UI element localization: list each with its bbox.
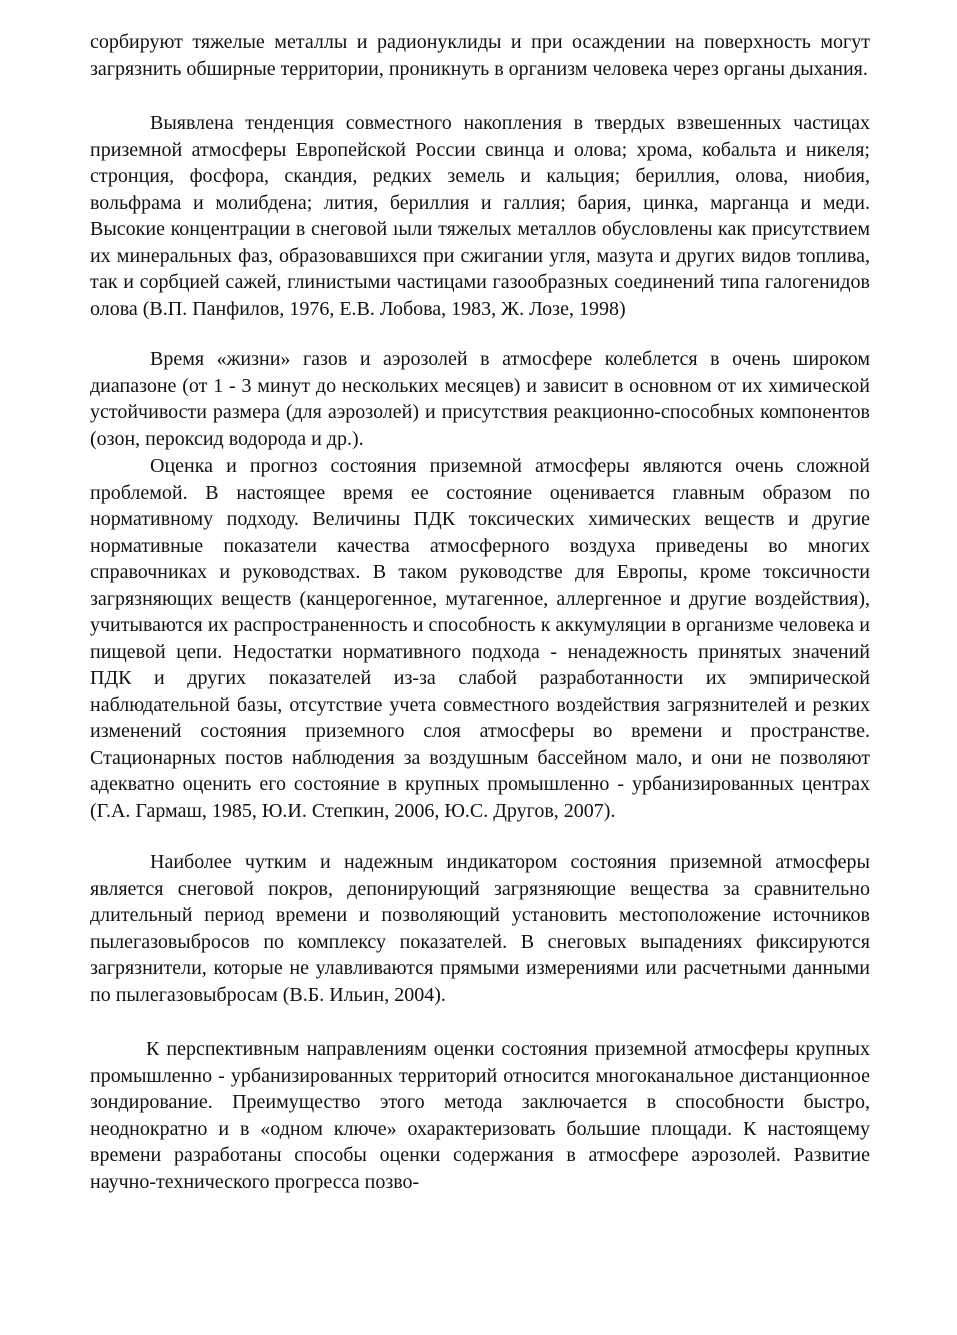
paragraph-text: Оценка и прогноз состояния приземной атмосферы являются очень сложной проблемой. В настоящее время ее состояние оценивается главным образом по нормативному подходу. Величины ПДК токсических химических веществ и другие нормативные показатели качества атмосферного воздуха приведены во многих справочниках и руководствах. В таком руководстве для Европы, кроме токсичности загрязняющих веществ (канцерогенное, мутагенное, аллергенное и другие воздействия), учитываются их распространенность и способность к аккумуляции в организме человека и пищевой цепи. Недостатки нормативного подхода - ненадежность принятых значений ПДК и других показателей из-за слабой разработанности их эмпирической наблюдательной базы, отсутствие учета совместного воздействия загрязнителей и резких изменений состояния приземного слоя атмосферы во времени и пространстве. Стационарных постов наблюдения за воздушным бассейном мало, и они не позволяют адекватно оценить его состояние в крупных промышленно - урбанизированных центрах (Г.А. Гармаш, 1985, Ю.И. Степкин, 2006, Ю.С. Другов, 2007). [90,455,870,822]
paragraph-text: К перспективным направлениям оценки состояния приземной атмосферы крупных промышленно - урбанизированных территорий относится многоканальное дистанционное зондирование. Преимущество этого метода заключается в способности быстро, неоднократно и в «одном ключе» охарактеризовать большие площади. К настоящему времени разработаны способы оценки содержания в атмосфере аэрозолей. Развитие научно-технического прогресса позво- [90,1038,870,1193]
paragraph-assessment [90,453,870,824]
paragraph-lifetime [90,346,870,452]
paragraph-text: Выявлена тенденция совместного накопления в твердых взвешенных частицах приземной атмосферы Европейской России свинца и олова; хрома, кобальта и никеля; стронция, фосфора, скандия, редких земель и кальция; бериллия, олова, ниобия, вольфрама и молибдена; лития, бериллия и галлия; бария, цинка, марганца и меди. Высокие концентрации в снеговой ıыли тяжелых металлов обусловлены как присутствием их минеральных фаз, образовавшихся при сжигании угля, мазута и других видов топлива, так и сорбцией сажей, глинистыми частицами газообразных соединений типа галогенидов олова (В.П. Панфилов, 1976, Е.В. Лобова, 1983, Ж. Лозе, 1998) [90,112,870,320]
paragraph-text: Наиболее чутким и надежным индикатором состояния приземной атмосферы является снеговой покров, депонирующий загрязняющие вещества за сравнительно длительный период времени и позволяющий установить местоположение источников пылегазовыбросов по комплексу показателей. В снеговых выпадениях фиксируются загрязнители, которые не улавливаются прямыми измерениями или расчетными данными по пылегазовыбросам (В.Б. Ильин, 2004). [90,851,870,1006]
paragraph-co-accumulation [90,110,870,322]
paragraph-continuation [90,29,870,82]
paragraph-text: Время «жизни» газов и аэрозолей в атмосфере колеблется в очень широком диапазоне (от 1 - 3 минут до нескольких месяцев) и зависит в основном от их химической устойчивости размера (для аэрозолей) и присутствия реакционно-способных компонентов (озон, пероксид водорода и др.). [90,348,870,450]
paragraph-remote-sensing [90,1036,870,1195]
paragraph-text: сорбируют тяжелые металлы и радионуклиды и при осаждении на поверхность могут загрязнить обширные территории, проникнуть в организм человека через органы дыхания. [90,31,870,80]
paragraph-snow-indicator [90,849,870,1008]
